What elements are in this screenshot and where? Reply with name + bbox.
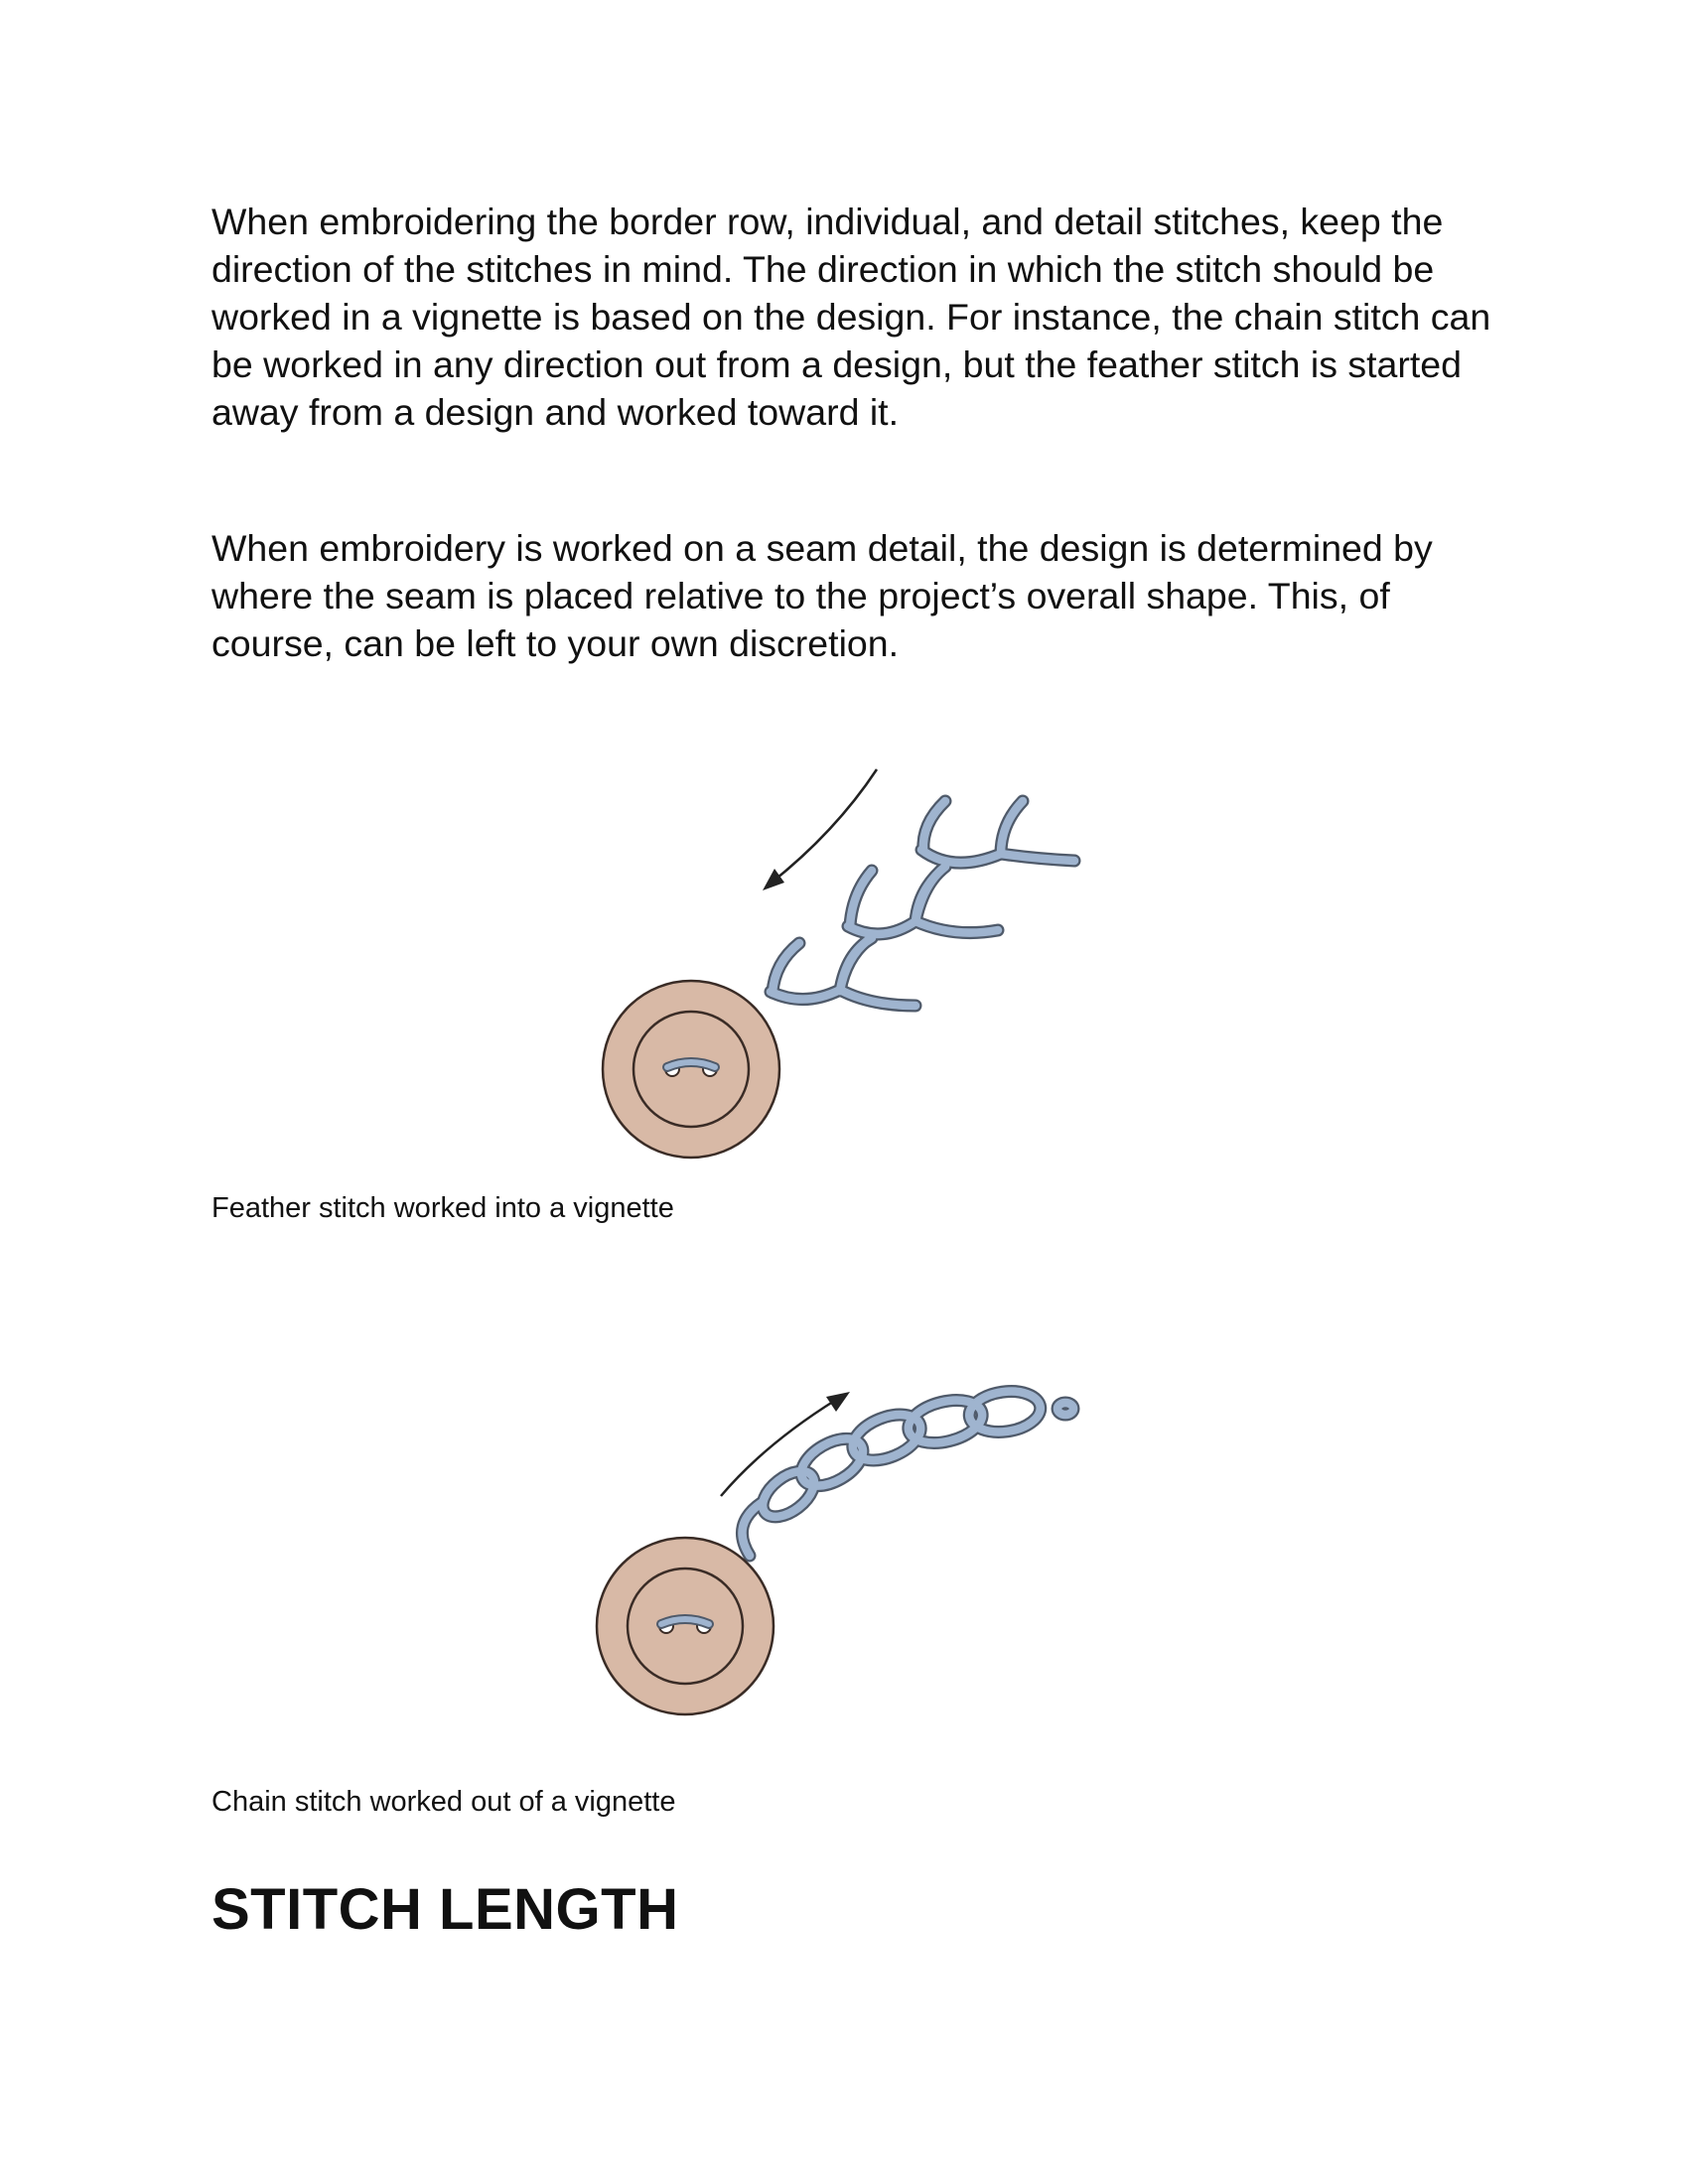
section-heading: STITCH LENGTH bbox=[211, 1877, 679, 1942]
feather-stitch-thread bbox=[771, 801, 1074, 1006]
button-icon bbox=[603, 981, 779, 1158]
figure-caption-feather: Feather stitch worked into a vignette bbox=[211, 1192, 674, 1224]
direction-arrow-icon bbox=[763, 769, 877, 890]
chain-stitch-illustration bbox=[576, 1375, 1112, 1732]
feather-stitch-illustration bbox=[576, 750, 1112, 1166]
figure-caption-chain: Chain stitch worked out of a vignette bbox=[211, 1786, 676, 1818]
chain-stitch-thread bbox=[742, 1387, 1073, 1556]
body-paragraph-1: When embroidering the border row, individual, and detail stitches, keep the direction of the stitches in mind. The direction in which the stitch should be worked in a vignette is based on the design. For instance, the chain stitch can be worked in any direction out from a design, but the feather stitch is started away from a design and worked toward it. bbox=[211, 201, 1491, 433]
button-icon bbox=[597, 1538, 774, 1714]
body-paragraph-2: When embroidery is worked on a seam detail, the design is determined by where the seam is placed relative to the project’s overall shape. This, of course, can be left to your own discretion. bbox=[211, 527, 1433, 664]
